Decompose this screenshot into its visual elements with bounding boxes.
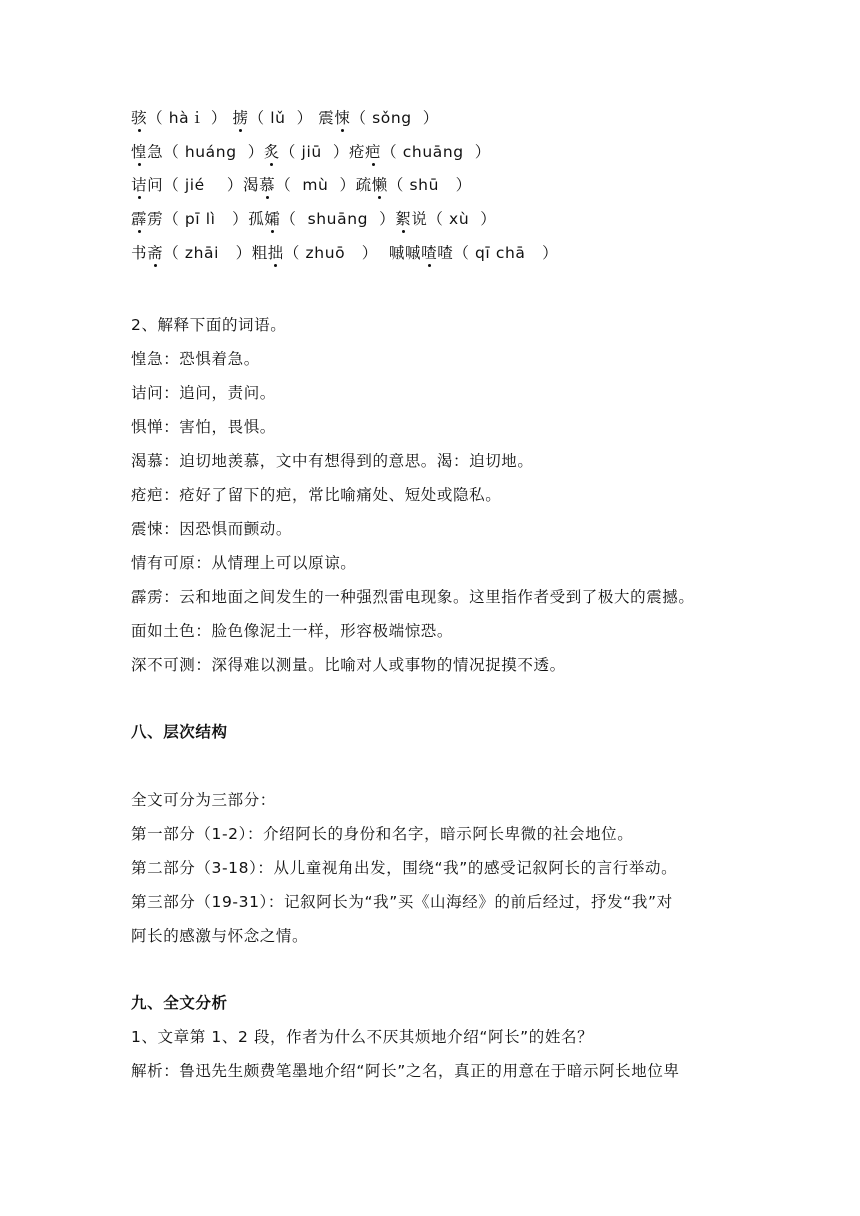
- emphasized-character: 掳: [232, 109, 249, 127]
- pinyin-row-2: [131, 142, 491, 162]
- pinyin-text: （ shū ）: [387, 176, 472, 194]
- emphasized-character: 慕: [259, 176, 276, 194]
- emphasized-character: 孀: [264, 210, 281, 228]
- pinyin-text: （ chuāng ）: [381, 143, 491, 161]
- emphasized-character: 拙: [267, 244, 284, 262]
- structure-line: 第三部分（19-31）：记叙阿长为“我”买《山海经》的前后经过，抒发“我”对: [131, 893, 673, 911]
- pinyin-text: （ zhuō ） 嘁嘁: [283, 244, 422, 262]
- explanation-item: 惧惮：害怕，畏惧。: [131, 418, 276, 436]
- structure-intro: 全文可分为三部分：: [131, 791, 276, 809]
- emphasized-character: 斋: [147, 244, 164, 262]
- emphasized-character: 懒: [371, 176, 388, 194]
- explanation-item: 深不可测：深得难以测量。比喻对人或事物的情况捉摸不透。: [131, 656, 566, 674]
- pinyin-text: （ sǒng ）: [350, 109, 439, 127]
- pinyin-text: 书: [131, 244, 148, 262]
- explanation-item: 霹雳：云和地面之间发生的一种强烈雷电现象。这里指作者受到了极大的震撼。: [131, 588, 695, 606]
- pinyin-text: 雳（ pī lì ）孤: [147, 210, 265, 228]
- emphasized-character: 骇: [131, 109, 148, 127]
- pinyin-text: 问（ jié ）渴: [147, 176, 260, 194]
- explanation-item: 震悚：因恐惧而颤动。: [131, 520, 293, 538]
- section-heading-structure: 八、层次结构: [131, 723, 228, 741]
- pinyin-text: （ lǔ ） 震: [248, 109, 335, 127]
- pinyin-row-1: [131, 108, 439, 128]
- emphasized-character: 絮: [395, 210, 412, 228]
- pinyin-text: （ hàｉ ）: [147, 109, 233, 127]
- emphasized-character: 惶: [131, 143, 148, 161]
- pinyin-row-3: [131, 175, 472, 195]
- explanation-item: 惶急：恐惧着急。: [131, 350, 260, 368]
- section-heading-analysis: 九、全文分析: [131, 994, 228, 1012]
- explanation-item: 渴慕：迫切地羡慕，文中有想得到的意思。渴：迫切地。: [131, 452, 534, 470]
- explanation-item: 情有可原：从情理上可以原谅。: [131, 554, 357, 572]
- explain-title: 2、解释下面的词语。: [131, 316, 287, 334]
- emphasized-character: 喳: [421, 244, 438, 262]
- pinyin-row-4: [131, 209, 496, 229]
- analysis-question: 1、文章第 1、2 段，作者为什么不厌其烦地介绍“阿长”的姓名？: [131, 1028, 594, 1046]
- explanation-item: 诘问：追问，责问。: [131, 384, 276, 402]
- structure-line: 阿长的感激与怀念之情。: [131, 927, 309, 945]
- pinyin-text: （ jiū ）疮: [279, 143, 366, 161]
- explanation-item: 面如土色：脸色像泥土一样，形容极端惊恐。: [131, 622, 454, 640]
- emphasized-character: 悚: [334, 109, 351, 127]
- pinyin-text: 说（ xù ）: [411, 210, 497, 228]
- pinyin-text: （ mù ）疏: [275, 176, 372, 194]
- pinyin-text: 急（ huáng ）: [147, 143, 264, 161]
- explanation-item: 疮疤：疮好了留下的疤，常比喻痛处、短处或隐私。: [131, 486, 502, 504]
- structure-line: 第二部分（3-18）：从儿童视角出发，围绕“我”的感受记叙阿长的言行举动。: [131, 859, 678, 877]
- emphasized-character: 炙: [263, 143, 280, 161]
- structure-line: 第一部分（1-2）：介绍阿长的身份和名字，暗示阿长卑微的社会地位。: [131, 825, 634, 843]
- analysis-answer: 解析：鲁迅先生颇费笔墨地介绍“阿长”之名，真正的用意在于暗示阿长地位卑: [131, 1062, 680, 1080]
- emphasized-character: 诘: [131, 176, 148, 194]
- emphasized-character: 疤: [365, 143, 382, 161]
- pinyin-text: （ shuāng ）: [280, 210, 396, 228]
- pinyin-text: 喳（ qī chā ）: [437, 244, 559, 262]
- pinyin-text: （ zhāi ）粗: [163, 244, 268, 262]
- emphasized-character: 霹: [131, 210, 148, 228]
- pinyin-row-5: [131, 243, 558, 263]
